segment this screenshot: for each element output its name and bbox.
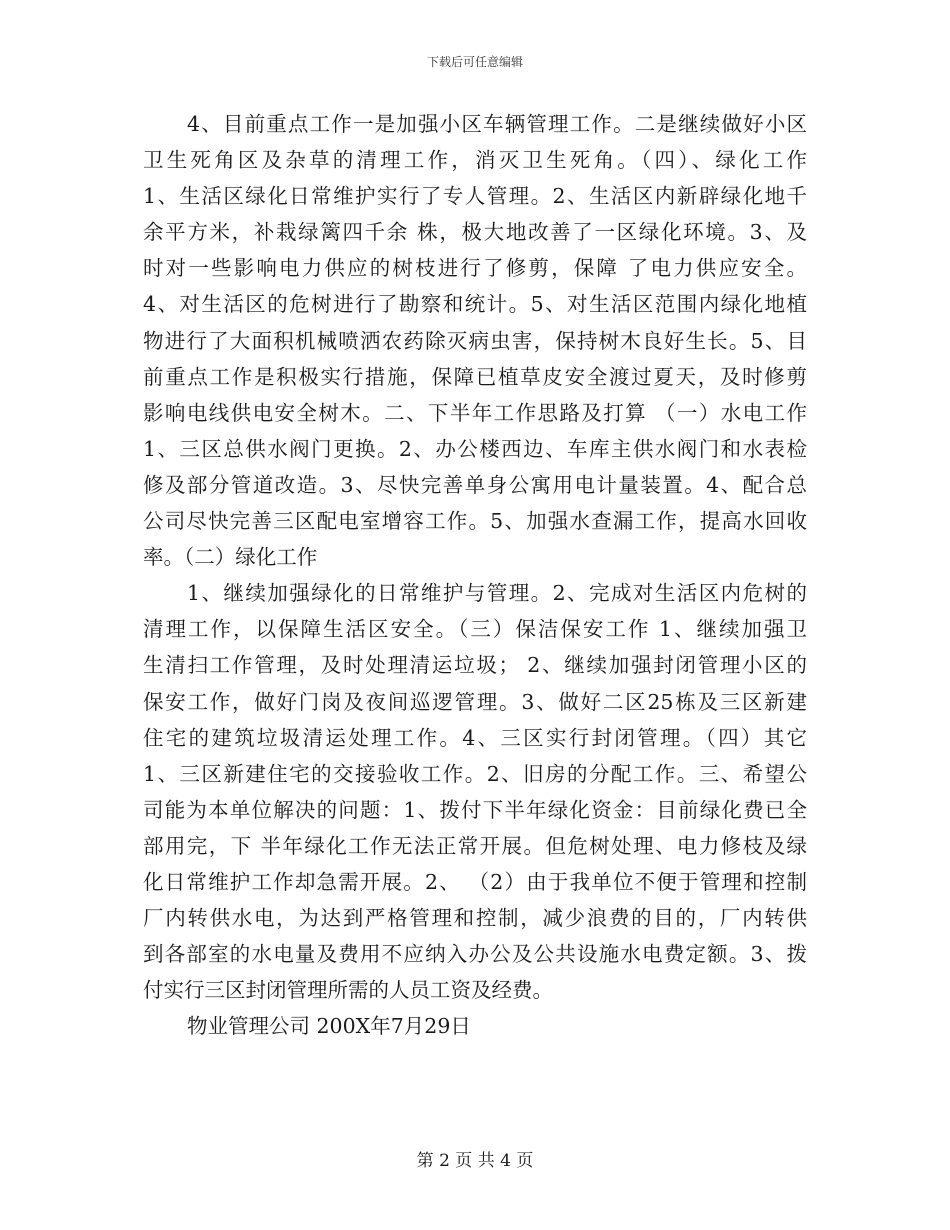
text-line: 修及部分管道改造。3、尽快完善单身公寓用电计量装置。4、配合总: [143, 472, 807, 497]
text-line: 前重点工作是积极实行措施，保障已植草皮安全渡过夏天，及时修剪: [143, 364, 807, 389]
text-line: 保安工作，做好门岗及夜间巡逻管理。3、做好二区25栋及三区新建: [143, 689, 807, 714]
text-line: 部用完，下 半年绿化工作无法正常开展。但危树处理、电力修枝及绿: [143, 833, 807, 858]
text-line: 物进行了大面积机械喷洒农药除灭病虫害，保持树木良好生长。5、目: [143, 328, 807, 353]
text-line: 时对一些影响电力供应的树枝进行了修剪，保障 了电力供应安全。: [143, 256, 807, 281]
text-line: 到各部室的水电量及费用不应纳入办公及公共设施水电费定额。3、拨: [143, 942, 807, 967]
text-line: 清理工作，以保障生活区安全。（三）保洁保安工作 1、继续加强卫: [143, 617, 807, 642]
text-line: 住宅的建筑垃圾清运处理工作。4、三区实行封闭管理。（四）其它: [143, 725, 807, 750]
text-line: 4、对生活区的危树进行了勘察和统计。5、对生活区范围内绿化地植: [143, 292, 807, 317]
signature-line: 物业管理公司 200X年7月29日: [187, 1014, 471, 1039]
text-line: 率。（二）绿化工作: [143, 545, 318, 570]
text-line: 余平方米，补栽绿篱四千余 株，极大地改善了一区绿化环境。3、及: [143, 220, 807, 245]
text-line: 付实行三区封闭管理所需的人员工资及经费。: [143, 978, 553, 1003]
text-line: 公司尽快完善三区配电室增容工作。5、加强水查漏工作，提高水回收: [143, 509, 807, 534]
text-line: 4、目前重点工作一是加强小区车辆管理工作。二是继续做好小区: [187, 112, 807, 136]
text-line: 影响电线供电安全树木。二、下半年工作思路及打算 （一）水电工作: [143, 400, 807, 425]
text-line: 厂内转供水电，为达到严格管理和控制，减少浪费的目的，厂内转供: [143, 906, 807, 931]
text-line: 1、继续加强绿化的日常维护与管理。2、完成对生活区内危树的: [187, 581, 807, 606]
text-line: 1、三区总供水阀门更换。2、办公楼西边、车库主供水阀门和水表检: [143, 436, 807, 461]
document-body: [143, 106, 807, 1044]
text-line: 卫生死角区及杂草的清理工作，消灭卫生死角。（四）、绿化工作: [143, 148, 807, 173]
page-header: 下载后可任意编辑: [426, 55, 523, 69]
text-line: 1、三区新建住宅的交接验收工作。2、旧房的分配工作。三、希望公: [143, 761, 807, 786]
text-line: 生清扫工作管理，及时处理清运垃圾； 2、继续加强封闭管理小区的: [143, 653, 807, 678]
text-line: 化日常维护工作却急需开展。2、 （2）由于我单位不便于管理和控制: [143, 869, 807, 894]
page-number: 第 2 页 共 4 页: [416, 1151, 534, 1171]
text-line: 1、生活区绿化日常维护实行了专人管理。2、生活区内新辟绿化地千: [143, 184, 807, 209]
text-line: 司能为本单位解决的问题：1、拨付下半年绿化资金：目前绿化费已全: [143, 797, 807, 822]
